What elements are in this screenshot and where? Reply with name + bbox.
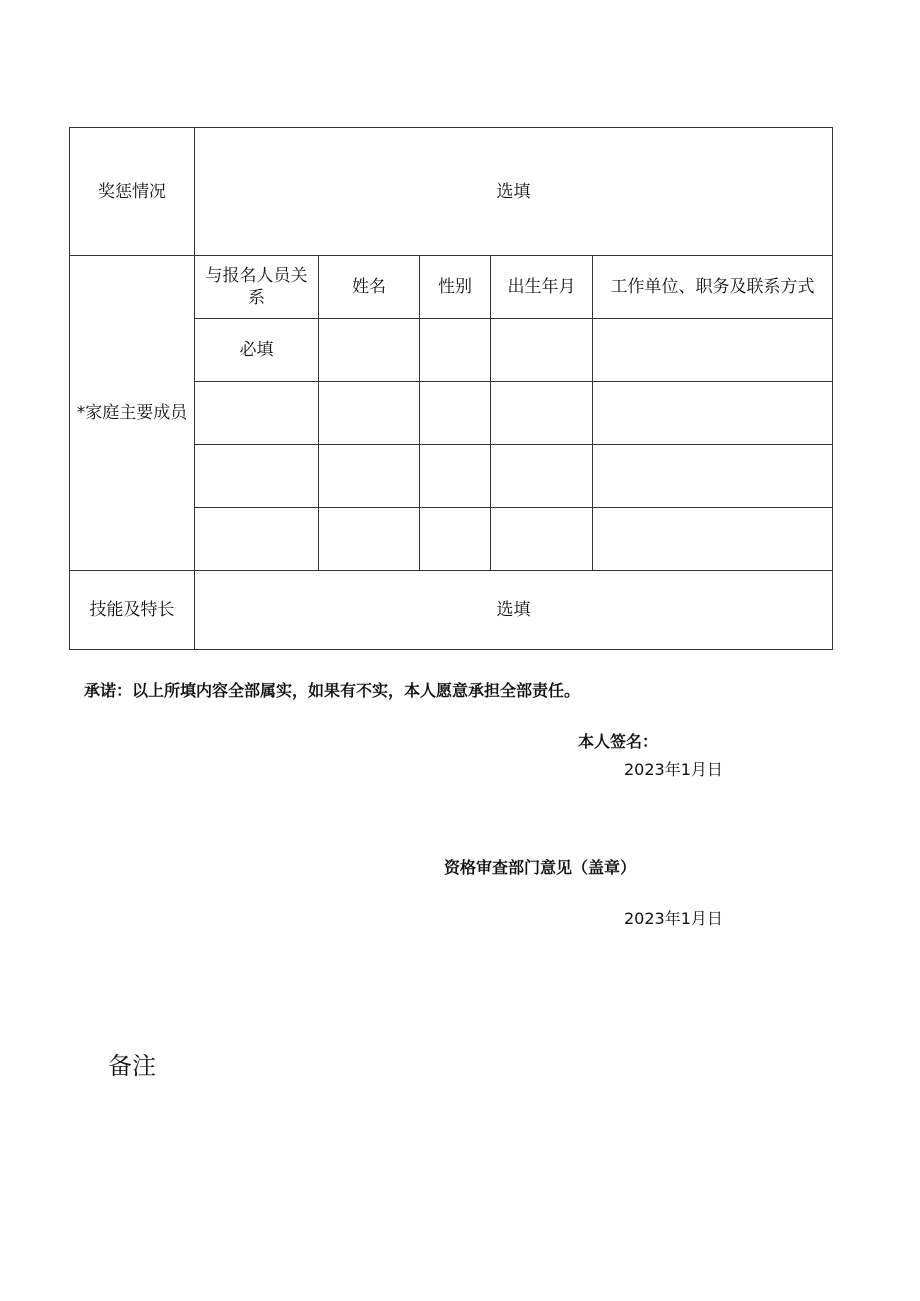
member-gender-cell[interactable] [420,445,491,508]
member-relation-cell[interactable]: 必填 [195,319,319,382]
member-birth-cell[interactable] [491,508,593,571]
member-birth-cell[interactable] [491,382,593,445]
awards-row [70,128,833,256]
member-gender-cell[interactable] [420,319,491,382]
member-name-cell[interactable] [319,445,420,508]
awards-value[interactable]: 选填 [195,128,833,256]
header-relation: 与报名人员关系 [195,256,319,319]
member-relation-cell[interactable] [195,382,319,445]
skills-value[interactable]: 选填 [195,571,833,650]
signature-date: 2023年1月日 [624,760,723,779]
skills-row [70,571,833,650]
member-relation-cell[interactable] [195,445,319,508]
member-gender-cell[interactable] [420,382,491,445]
member-name-cell[interactable] [319,508,420,571]
review-opinion-label: 资格审查部门意见（盖章） [444,858,637,877]
skills-label: 技能及特长 [70,571,195,650]
review-date: 2023年1月日 [624,909,723,928]
member-work-cell[interactable] [593,382,833,445]
member-gender-cell[interactable] [420,508,491,571]
member-name-cell[interactable] [319,319,420,382]
member-work-cell[interactable] [593,445,833,508]
member-name-cell[interactable] [319,382,420,445]
member-relation-cell[interactable] [195,508,319,571]
header-name: 姓名 [319,256,420,319]
member-work-cell[interactable] [593,508,833,571]
family-label: *家庭主要成员 [70,256,195,571]
pledge-statement: 承诺：以上所填内容全部属实，如果有不实，本人愿意承担全部责任。 [84,681,581,700]
header-work: 工作单位、职务及联系方式 [593,256,833,319]
member-work-cell[interactable] [593,319,833,382]
application-form-table [69,127,833,650]
remark-label: 备注 [108,1052,156,1080]
member-birth-cell[interactable] [491,445,593,508]
family-header-row [70,256,833,319]
header-birth: 出生年月 [491,256,593,319]
awards-label: 奖惩情况 [70,128,195,256]
signature-label: 本人签名： [578,732,659,751]
header-gender: 性别 [420,256,491,319]
member-birth-cell[interactable] [491,319,593,382]
